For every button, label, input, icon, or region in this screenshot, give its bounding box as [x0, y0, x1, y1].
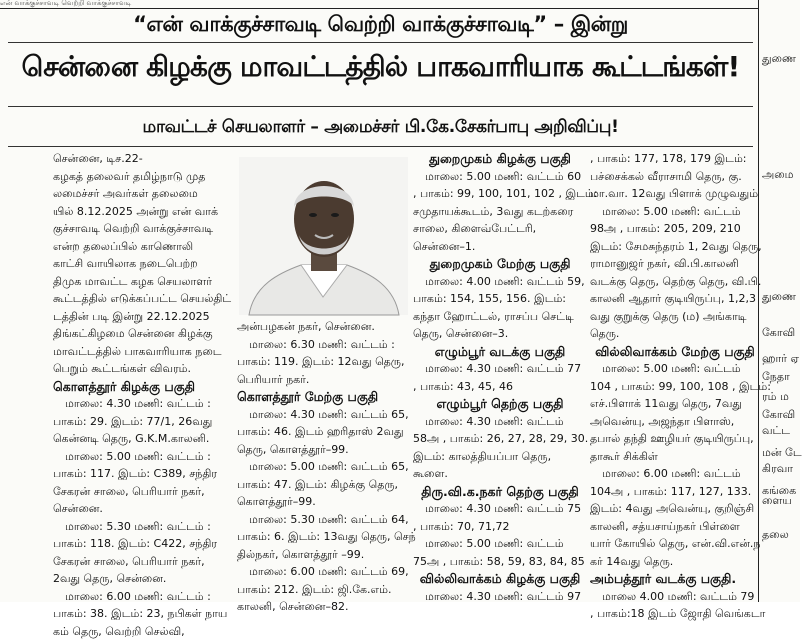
text-line: யார் கோயில் தெரு, என்.வி.என்.ந — [590, 535, 760, 553]
text-line: 98அ , பாகம்: 205, 209, 210 — [590, 220, 760, 238]
text-line: 2வது தெரு, சென்னை. — [53, 570, 225, 588]
text-line: எச்.பிளாக் 11வது தெரு, 7வது — [590, 395, 760, 413]
text-line: மாலை: 4.30 மணி: வட்டம் — [413, 413, 587, 431]
text-line: வடக்கு தெரு, தெற்கு தெரு, வி.பி. — [590, 273, 760, 291]
text-line: , பாகம்: 70, 71,72 — [413, 518, 587, 536]
text-line: டத்தின் படி இன்று 22.12.2025 — [53, 308, 225, 326]
text-line: பாகம்: 212. இடம்: ஜி.கே.எம். — [237, 581, 409, 599]
text-line: கந்தா ஹோட்டல், ராசப்ப செட்டி — [413, 308, 587, 326]
text-line: 75அ , பாகம்: 58, 59, 83, 84, 85 — [413, 553, 587, 571]
text-line: மாலை: 5.00 மணி: வட்டம் — [590, 360, 760, 378]
text-line: பாகம்: 118. இடம்: C422, சந்திர — [53, 535, 225, 553]
text-line: பச்சைக்கல் வீராசாமி தெரு, கு. — [590, 168, 760, 186]
text-line: 104அ , பாகம்: 117, 127, 133. — [590, 483, 760, 501]
text-line: தில்நகர், கொளத்தூர் –99. — [237, 546, 409, 564]
text-line: 104 , பாகம்: 99, 100, 108 , இடம்: — [590, 378, 760, 396]
text-line: பாகம்: 47. இடம்: கிழக்கு தெரு, — [237, 476, 409, 494]
text-line: யில் 8.12.2025 அன்று என் வாக் — [53, 203, 225, 221]
text-line: சென்னை. — [53, 500, 225, 518]
text-line: மாலை: 6.30 மணி: வட்டம் : — [237, 336, 409, 354]
text-line: காட்சி வாயிலாக நடைபெற்ற — [53, 255, 225, 273]
fragment-text: கங்கை — [762, 484, 800, 499]
text-line: திங்கட்கிழமை சென்னை கிழக்கு — [53, 325, 225, 343]
section-heading: எழும்பூர் வடக்கு பகுதி — [413, 343, 587, 361]
text-line: பாகம்: 154, 155, 156. இடம்: — [413, 290, 587, 308]
text-line: 58அ , பாகம்: 26, 27, 28, 29, 30. — [413, 430, 587, 448]
section-heading: துறைமுகம் கிழக்கு பகுதி — [413, 150, 587, 168]
text-line: கொளத்தூர்–99. — [237, 493, 409, 511]
text-line: காலனி, சத்யசாய்நகர் பிள்ளை — [590, 518, 760, 536]
text-line: கூளை. — [413, 465, 587, 483]
text-line: மாலை: 6.00 மணி: வட்டம் — [590, 465, 760, 483]
text-line: பாகம்: 119. இடம்: 12வது தெரு, — [237, 353, 409, 371]
text-line: பாகம்: 6. இடம்: 13வது தெரு, செந் — [237, 528, 409, 546]
article-column-4 — [590, 150, 760, 602]
fragment-text: நேதா — [762, 370, 800, 385]
text-line: இடம்: சேமசுந்தரம் 1, 2வது தெரு, — [590, 238, 760, 256]
text-line: சென்னை–1. — [413, 238, 587, 256]
fragment-text: தலை — [762, 528, 800, 543]
fragment-text: வட்ட — [762, 424, 800, 439]
text-line: குச்சாவடி வெற்றி வாக்குச்சாவடி — [53, 220, 225, 238]
section-heading: கொளத்தூர் கிழக்கு பகுதி — [53, 378, 225, 396]
text-line: பாகம்: 46. இடம் ஹரிதாஸ் 2வது — [237, 423, 409, 441]
text-line: , பாகம்: 177, 178, 179 இடம்: — [590, 150, 760, 168]
divider — [8, 106, 753, 107]
schedule-list — [237, 336, 409, 389]
text-line: காலனி, சென்னை–82. — [237, 598, 409, 616]
text-line: பாகம்: 29. இடம்: 77/1, 26வது — [53, 413, 225, 431]
text-line: கென்னடி தெரு, G.K.M.காலனி. — [53, 430, 225, 448]
fragment-text: துணை — [762, 290, 800, 305]
text-line: பெறும் கூட்டங்கள் விவரம். — [53, 360, 225, 378]
article-column-2 — [237, 318, 409, 602]
section-heading: துறைமுகம் மேற்கு பகுதி — [413, 255, 587, 273]
text-line: , பாகம்: 99, 100, 101, 102 , இடம்: — [413, 185, 587, 203]
section-heading: கொளத்தூர் மேற்கு பகுதி — [237, 388, 409, 406]
text-line: மாலை: 5.00 மணி: வட்டம் 60 — [413, 168, 587, 186]
text-line: , பாகம்:18 இடம் ஜோதி வெங்கடா — [590, 605, 760, 623]
fragment-text: ளைய — [762, 494, 800, 509]
text-line: இடம்: 4வது அவென்யு, குறிஞ்சி — [590, 500, 760, 518]
text-line: மா.வா. 12வது பிளாக் முழுவதும் — [590, 185, 760, 203]
text-line: , பாகம்: 43, 45, 46 — [413, 378, 587, 396]
fragment-text: அமை — [762, 168, 800, 183]
text-line: மாலை: 5.30 மணி: வட்டம் 64, — [237, 511, 409, 529]
text-line: தெரு, சென்னை–3. — [413, 325, 587, 343]
text-line: மாலை: 6.00 மணி: வட்டம் 69, — [237, 563, 409, 581]
text-line: பாகம்: 38. இடம்: 23, நபிகள் நாய — [53, 605, 225, 623]
top-strip-text: என் வாக்குச்சாவடி வெற்றி வாக்குச்சாவடி — [0, 0, 131, 7]
photo-caption: அன்பழகன் நகர், சென்னை. — [237, 318, 409, 336]
kicker-line: “என் வாக்குச்சாவடி வெற்றி வாக்குச்சாவடி” – இன்று — [8, 12, 753, 39]
text-line: என்ற தலைப்பில் காணொலி — [53, 238, 225, 256]
text-line: மாலை: 4.00 மணி: வட்டம் 59, — [413, 273, 587, 291]
text-line: மாலை: 6.00 மணி: வட்டம் : — [53, 588, 225, 606]
fragment-text: துணை — [762, 52, 800, 67]
text-line: அவென்யு, அஜந்தா பிளாஸ், — [590, 413, 760, 431]
fragment-text: ஹார் ஏ — [762, 352, 800, 367]
schedule-list — [590, 588, 760, 623]
text-line: சேகரன் சாலை, பெரியார் நகர், — [53, 553, 225, 571]
text-line: லமைச்சர் அவர்கள் தலைமை — [53, 185, 225, 203]
text-line: மாலை 4.00 மணி: வட்டம் 79 — [590, 588, 760, 606]
text-line: தெரு, கொளத்தூர்–99. — [237, 441, 409, 459]
text-line: தபால் தந்தி ஊழியர் குடியிருப்பு, — [590, 430, 760, 448]
text-line: மாவட்டத்தில் பாகவாரியாக நடை — [53, 343, 225, 361]
portrait-image — [239, 157, 408, 315]
text-line: மாலை: 4.30 மணி: வட்டம் 97 — [413, 588, 587, 606]
text-line: பாகம்: 117. இடம்: C389, சந்திர — [53, 465, 225, 483]
schedule-list — [590, 360, 760, 570]
subheadline: மாவட்டச் செயலாளர் – அமைச்சர் பி.கே.சேகர்பாபு அறிவிப்பு! — [8, 117, 753, 139]
fragment-text: கிரவா — [762, 462, 800, 477]
text-line: திமுக மாவட்ட கழக செயலாளர் — [53, 273, 225, 291]
schedule-list — [590, 150, 760, 343]
text-line: மாலை: 5.00 மணி: வட்டம் : — [53, 448, 225, 466]
text-line: கழகத் தலைவர் தமிழ்நாடு முத — [53, 168, 225, 186]
section-heading: வில்லிவாக்கம் கிழக்கு பகுதி — [413, 570, 587, 588]
section-heading: அம்பத்தூர் வடக்கு பகுதி. — [590, 570, 760, 588]
schedule-list — [53, 395, 225, 640]
text-line: மாலை: 5.00 மணி: வட்டம் 65, — [237, 458, 409, 476]
article-column-1 — [53, 150, 225, 602]
text-line: கம் தெரு, வெற்றி செல்வி, — [53, 623, 225, 640]
text-line: மாலை: 4.30 மணி: வட்டம் 75 — [413, 500, 587, 518]
text-line: சென்னை, டிச.22- — [53, 150, 225, 168]
fragment-text: மன் டே — [762, 446, 800, 461]
text-line: கர் 14வது தெரு. — [590, 553, 760, 571]
section-heading: திரு.வி.க.நகர் தெற்கு பகுதி — [413, 483, 587, 501]
intro-paragraph — [53, 150, 225, 378]
section-heading: வில்லிவாக்கம் மேற்கு பகுதி — [590, 343, 760, 361]
text-line: வது குறுக்கு தெரு (ம) அங்காடி — [590, 308, 760, 326]
top-strip — [0, 0, 758, 9]
text-line: தெரு. — [590, 325, 760, 343]
text-line: மாலை: 5.30 மணி: வட்டம் : — [53, 518, 225, 536]
text-line: காலனி ஆதார் குடியிருப்பு, 1,2,3 — [590, 290, 760, 308]
divider — [8, 42, 753, 43]
headline: சென்னை கிழக்கு மாவட்டத்தில் பாகவாரியாக கூட்டங்கள்! — [8, 50, 753, 87]
text-line: ராமானுஜர் நகர், வி.பி.காலனி — [590, 255, 760, 273]
portrait-photo — [239, 157, 408, 315]
fragment-text: ரம் ம — [762, 390, 800, 405]
text-line: சமுதாயக்கூடம், 3வது கடற்கரை — [413, 203, 587, 221]
article-column-3 — [413, 150, 587, 602]
text-line: மாலை: 4.30 மணி: வட்டம் 77 — [413, 360, 587, 378]
text-line: இடம்: காலத்தியப்பா தெரு, — [413, 448, 587, 466]
divider — [8, 146, 753, 147]
text-line: சாலை, கிளைவ்பேட்டரி, — [413, 220, 587, 238]
text-line: மாலை: 5.00 மணி: வட்டம் — [590, 203, 760, 221]
text-line: கூட்டத்தில் எடுக்கப்பட்ட செயல்திட் — [53, 290, 225, 308]
text-line: மாலை: 4.30 மணி: வட்டம் 65, — [237, 406, 409, 424]
text-line: பெரியார் நகர். — [237, 371, 409, 389]
text-line: சேகரன் சாலை, பெரியார் நகர், — [53, 483, 225, 501]
text-line: தாகூர் சிக்கிள் — [590, 448, 760, 466]
fragment-text: கோவி — [762, 408, 800, 423]
schedule-list — [237, 406, 409, 616]
fragment-text: கோவி — [762, 326, 800, 341]
text-line: மாலை: 5.00 மணி: வட்டம் — [413, 535, 587, 553]
section-heading: எழும்பூர் தெற்கு பகுதி — [413, 395, 587, 413]
text-line: மாலை: 4.30 மணி: வட்டம் : — [53, 395, 225, 413]
